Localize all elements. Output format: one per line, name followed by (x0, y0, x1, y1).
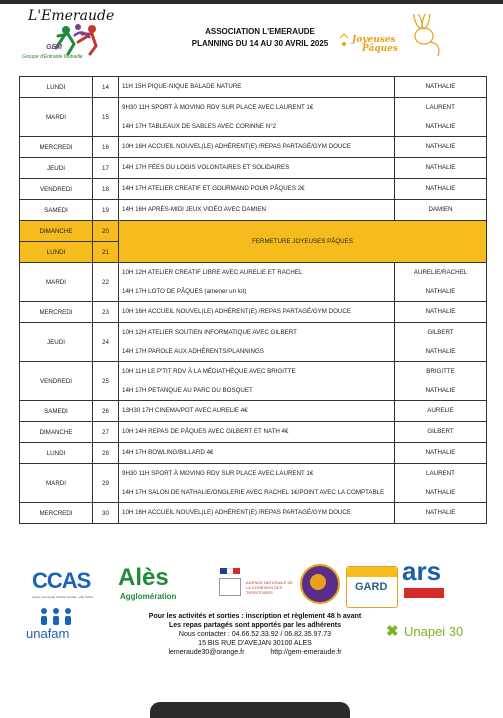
day-cell: LUNDI (20, 242, 93, 263)
activity-line: 14H 17H FÉES DU LOGIS VOLONTAIRES ET SOLIDAIRES (122, 164, 290, 171)
responsible-cell (395, 422, 487, 443)
footer-line-1: Pour les activités et sorties : inscription et règlement 48 h avant (148, 613, 362, 620)
footer-info (130, 612, 380, 657)
activity-cell (119, 77, 395, 98)
date-cell: 19 (93, 200, 119, 221)
date-cell: 25 (93, 362, 119, 401)
responsible-cell (395, 323, 487, 362)
seal-logo (300, 564, 340, 604)
ars-logo (402, 556, 462, 604)
date-cell: 27 (93, 422, 119, 443)
table-row (20, 302, 487, 323)
gem-subtitle: Groupe d'Entraide Mutuelle (22, 54, 83, 60)
title-line-2: PLANNING DU 14 AU 30 AVRIL 2025 (191, 39, 329, 48)
responsible-cell (395, 137, 487, 158)
activity-line: 10H 12H ATELIER SOUTIEN INFORMATIQUE AVEC GILBERT (122, 329, 297, 336)
table-row (20, 401, 487, 422)
activity-line: 14H 17H BOWLING/BILLARD 4€ (122, 449, 214, 456)
day-cell: VENDREDI (20, 179, 93, 200)
table-row (20, 98, 487, 137)
email-link[interactable]: lemeraude30@orange.fr (168, 649, 245, 656)
activity-cell (119, 323, 395, 362)
responsible-name: AURELIE/RACHEL (413, 269, 468, 276)
unapei-text: Unapei 30 (404, 624, 464, 639)
responsible-cell (395, 263, 487, 302)
ars-text: ars (402, 556, 442, 586)
day-cell: SAMEDI (20, 200, 93, 221)
date-cell: 23 (93, 302, 119, 323)
day-cell: MARDI (20, 263, 93, 302)
day-cell: SAMEDI (20, 401, 93, 422)
table-row-closed (20, 221, 487, 242)
activity-cell (119, 503, 395, 524)
responsible-cell (395, 464, 487, 503)
activity-cell (119, 179, 395, 200)
date-cell: 15 (93, 98, 119, 137)
activity-line: 9H30 11H SPORT À MOVING RDV SUR PLACE AVEC LAURENT 1€ (122, 104, 314, 111)
activity-cell (119, 98, 395, 137)
responsible-name: NATHALIE (425, 143, 456, 150)
day-cell: LUNDI (20, 77, 93, 98)
ccas-text: CCAS (32, 568, 91, 593)
activity-line: 11H 15H PIQUE-NIQUE BALADE NATURE (122, 83, 242, 90)
anct-logo (246, 580, 294, 608)
bottom-bar (150, 702, 350, 718)
paques-line-2: Pâques (362, 44, 398, 54)
table-row (20, 263, 487, 302)
anct-text: AGENCE NATIONALE DE LA COHÉSION DES TERRITOIRES (246, 580, 294, 595)
logo-title: L'Emeraude (28, 8, 115, 24)
responsible-cell (395, 302, 487, 323)
closure-label: FERMETURE JOYEUSES PÂQUES (119, 221, 487, 263)
unapei-logo (386, 624, 496, 644)
responsible-cell (395, 200, 487, 221)
responsible-name: NATHALIE (425, 164, 456, 171)
day-cell: VENDREDI (20, 362, 93, 401)
responsible-name: LAURENT (426, 104, 455, 111)
date-cell: 29 (93, 464, 119, 503)
day-cell: DIMANCHE (20, 221, 93, 242)
activity-cell (119, 302, 395, 323)
table-row (20, 323, 487, 362)
gem-label: GEM (46, 44, 62, 51)
activity-cell (119, 137, 395, 158)
people-icon (38, 24, 108, 56)
activity-line: 13H30 17H CINEMA/POT AVEC AURELIE 4€ (122, 407, 248, 414)
activity-line: 14H 17H PETANQUE AU PARC DU BOSQUET (122, 387, 253, 394)
activity-line: 9H30 11H SPORT À MOVING RDV SUR PLACE AVEC LAURENT 1€ (122, 470, 314, 477)
date-cell: 24 (93, 323, 119, 362)
table-row (20, 464, 487, 503)
responsible-name: GILBERT (427, 329, 454, 336)
planning-table (19, 76, 487, 524)
planning-rows-second (20, 263, 487, 524)
activity-cell (119, 443, 395, 464)
website-link[interactable]: http://gem-emeraude.fr (270, 649, 342, 656)
unapei-star-icon: ✖ (386, 623, 399, 640)
responsible-cell (395, 362, 487, 401)
date-cell: 16 (93, 137, 119, 158)
footer-address: 15 BIS RUE D'AVEJAN 30100 ALES (198, 640, 312, 647)
day-cell: MERCREDI (20, 137, 93, 158)
table-row (20, 422, 487, 443)
day-cell: MERCREDI (20, 503, 93, 524)
responsible-name: NATHALIE (425, 123, 456, 130)
date-cell: 22 (93, 263, 119, 302)
responsible-name: NATHALIE (425, 489, 456, 496)
day-cell: MARDI (20, 98, 93, 137)
day-cell: DIMANCHE (20, 422, 93, 443)
responsible-cell (395, 503, 487, 524)
unafam-logo (22, 606, 92, 646)
responsible-name: NATHALIE (425, 387, 456, 394)
table-row (20, 200, 487, 221)
ales-agglomeration-logo (116, 564, 196, 604)
date-cell: 14 (93, 77, 119, 98)
responsible-cell (395, 401, 487, 422)
ccas-logo (32, 568, 102, 604)
responsible-cell (395, 77, 487, 98)
activity-line: 10H 12H ATELIER CREATIF LIBRE AVEC AURELIE ET RACHEL (122, 269, 303, 276)
activity-line: 10H 16H ACCUEIL NOUVEL(LE) ADHÉRENT(E) /REPAS PARTAGÉ/GYM DOUCE (122, 308, 351, 315)
activity-line: 14H 17H LOTO DE PÂQUES (amener un lot) (122, 288, 247, 295)
ccas-subtitle: centre communal d'action sociale - ville d'Alès (32, 595, 94, 599)
responsible-name: NATHALIE (425, 185, 456, 192)
title-line-1: ASSOCIATION L'EMERAUDE (205, 27, 315, 36)
activity-line: 14H 17H PAROLE AUX ADHÉRENTS/PLANNINGS (122, 348, 264, 355)
date-cell: 26 (93, 401, 119, 422)
responsible-name: GILBERT (427, 428, 454, 435)
planning-rows-first (20, 77, 487, 221)
activity-line: 10H 16H ACCUEIL NOUVEL(LE) ADHÉRENT(E) /REPAS PARTAGÉ/GYM DOUCE (122, 509, 351, 516)
republique-francaise-logo (216, 566, 244, 602)
table-row (20, 77, 487, 98)
flag-icon (220, 568, 240, 574)
paques-line-1: Joyeuses (352, 35, 396, 45)
day-cell: JEUDI (20, 323, 93, 362)
date-cell: 20 (93, 221, 119, 242)
responsible-cell (395, 443, 487, 464)
day-cell: MARDI (20, 464, 93, 503)
responsible-name: NATHALIE (425, 308, 456, 315)
activity-line: 14H 17H TABLEAUX DE SABLES AVEC CORINNE N°2 (122, 123, 277, 130)
day-cell: JEUDI (20, 158, 93, 179)
activity-cell (119, 200, 395, 221)
responsible-cell (395, 179, 487, 200)
date-cell: 21 (93, 242, 119, 263)
responsible-cell (395, 98, 487, 137)
activity-cell (119, 422, 395, 443)
activity-cell (119, 464, 395, 503)
responsible-name: NATHALIE (425, 288, 456, 295)
activity-cell (119, 263, 395, 302)
responsible-name: LAURENT (426, 470, 455, 477)
date-cell: 18 (93, 179, 119, 200)
activity-line: 14H 17H ATELIER CREATIF ET GOURMAND POUR PÂQUES 2€ (122, 185, 305, 192)
responsible-name: AURELIE (427, 407, 454, 414)
joyeuses-paques-text (352, 36, 398, 54)
table-row (20, 503, 487, 524)
date-cell: 30 (93, 503, 119, 524)
activity-line: 10H 16H ACCUEIL NOUVEL(LE) ADHÉRENT(E) /REPAS PARTAGÉ/GYM DOUCE (122, 143, 351, 150)
activity-cell (119, 158, 395, 179)
unafam-people-icon (36, 606, 76, 626)
closed-period (20, 221, 487, 263)
table-row (20, 158, 487, 179)
responsible-name: NATHALIE (425, 449, 456, 456)
activity-line: 14H 16H APRÈS-MIDI JEUX VIDÉO AVEC DAMIEN (122, 206, 266, 213)
table-row (20, 179, 487, 200)
marianne-icon (219, 578, 241, 596)
unafam-text: unafam (26, 626, 70, 641)
responsible-name: NATHALIE (425, 83, 456, 90)
gard-text: GARD (355, 581, 388, 593)
date-cell: 17 (93, 158, 119, 179)
responsible-name: DAMIEN (428, 206, 453, 213)
activity-line: 10H 14H REPAS DE PÂQUES AVEC GILBERT ET NATH 4€ (122, 428, 289, 435)
ales-subtitle: Agglomération (120, 592, 177, 601)
responsible-name: NATHALIE (425, 348, 456, 355)
gard-departement-logo (346, 566, 398, 608)
activity-cell (119, 362, 395, 401)
activity-line: 10H 11H LE P'TIT RDV À LA MÉDIATHÈQUE AVEC BRIGITTE (122, 368, 296, 375)
responsible-name: BRIGITTE (426, 368, 455, 375)
table-row (20, 443, 487, 464)
activity-line: 14H 17H SALON DE NATHALIE/ONGLERIE AVEC RACHEL 1€/POINT AVEC LA COMPTABLE (122, 489, 385, 496)
gem-emeraude-logo (20, 6, 120, 68)
table-row (20, 362, 487, 401)
activity-cell (119, 401, 395, 422)
date-cell: 28 (93, 443, 119, 464)
footer-line-2: Les repas partagés sont apportés par les adhérents (169, 622, 341, 629)
footer-contact: Nous contacter : 04.66.52.33.92 / 06.82.35.97.73 (178, 631, 332, 638)
day-cell: MERCREDI (20, 302, 93, 323)
top-bar (0, 0, 503, 4)
ales-text: Alès (118, 564, 169, 591)
table-row (20, 137, 487, 158)
footer-web (130, 648, 380, 657)
day-cell: LUNDI (20, 443, 93, 464)
responsible-name: NATHALIE (425, 509, 456, 516)
responsible-cell (395, 158, 487, 179)
